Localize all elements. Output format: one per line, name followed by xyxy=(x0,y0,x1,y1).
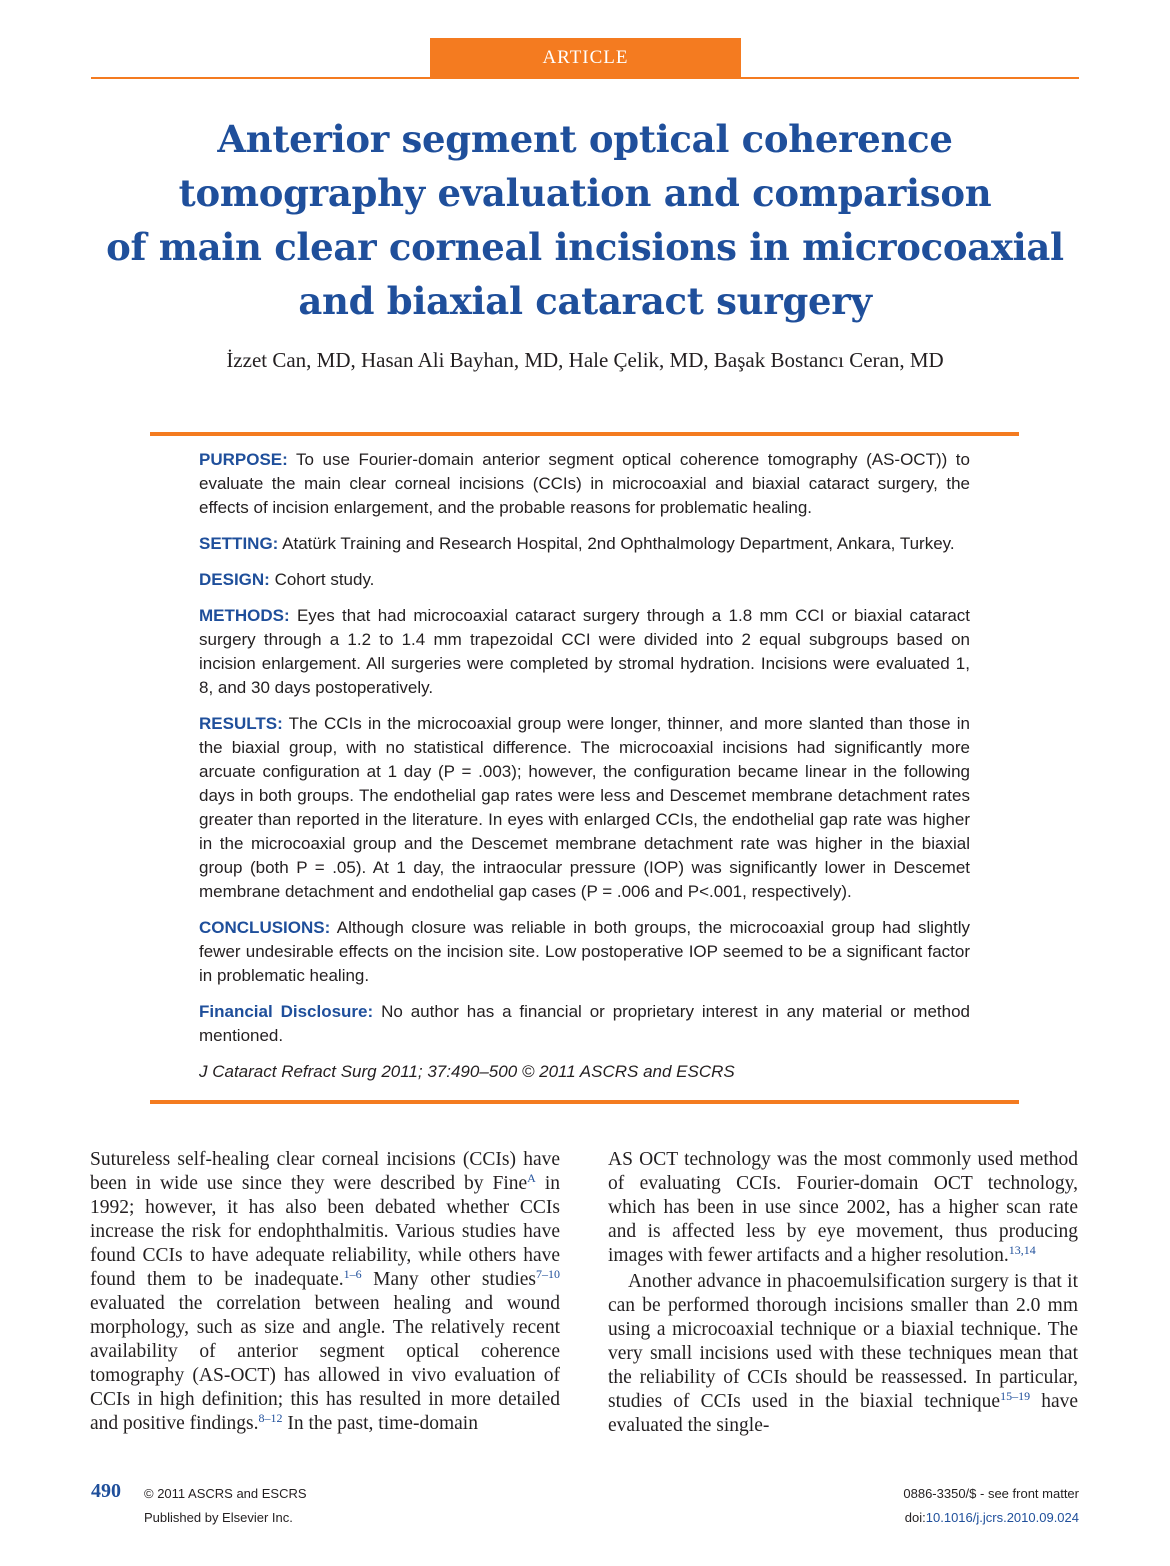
body-text: evaluated the correlation between healing and wound morphology, such as size and angle. The relatively recent availability of anterior segment optical coherence tomography (AS-OCT) has allowed in vivo evaluation of CCIs in high definition; this has resulted in more detailed and positive findings. xyxy=(90,1293,560,1434)
body-paragraph xyxy=(608,1270,1078,1438)
title-line: Anterior segment optical coherence xyxy=(217,117,953,161)
body-text: Many other studies xyxy=(361,1269,536,1290)
abstract-label: Financial Disclosure: xyxy=(199,1002,374,1021)
abstract-label: SETTING: xyxy=(199,534,279,553)
section-label: ARTICLE xyxy=(430,38,741,78)
title-line: tomography evaluation and comparison xyxy=(178,171,992,215)
body-text: Another advance in phacoemulsification surgery is that it can be performed thorough incisions smaller than 2.0 mm using a microcoaxial technique or a biaxial technique. The very small incisions used with these techniques mean that the reliability of CCIs should be reassessed. In particular, studies of CCIs used in the biaxial technique xyxy=(608,1271,1078,1412)
author-list: İzzet Can, MD, Hasan Ali Bayhan, MD, Hale Çelik, MD, Başak Bostancı Ceran, MD xyxy=(226,348,944,372)
reference-link[interactable]: A xyxy=(527,1171,536,1185)
footer-issn: 0886-3350/$ - see front matter xyxy=(903,1486,1079,1501)
doi-prefix: doi: xyxy=(904,1510,926,1525)
reference-link[interactable]: 15–19 xyxy=(1000,1389,1031,1403)
abstract-text: Although closure was reliable in both groups, the microcoaxial group had slightly fewer undesirable effects on the incision site. Low postoperative IOP seemed to be a significant factor in problematic healing. xyxy=(199,918,970,985)
abstract-design xyxy=(199,568,970,592)
abstract-text: No author has a financial or proprietary interest in any material or method mentioned. xyxy=(199,1002,970,1045)
abstract xyxy=(199,448,970,1096)
body-text: in 1992; however, it has also been debated whether CCIs increase the risk for endophthalmitis. Various studies have found CCIs to have adequate reliability, while others have found them to be inadequate. xyxy=(90,1173,560,1290)
abstract-top-rule xyxy=(150,432,1019,436)
abstract-label: METHODS: xyxy=(199,606,290,625)
abstract-label: RESULTS: xyxy=(199,714,283,733)
body-text: AS OCT technology was the most commonly used method of evaluating CCIs. Fourier-domain OCT technology, which has been in use since 2002, has a higher scan rate and is affected less by eye movement, thus producing images with fewer artifacts and a higher resolution. xyxy=(608,1149,1078,1266)
reference-link[interactable]: 7–10 xyxy=(536,1267,560,1281)
title-line: and biaxial cataract surgery xyxy=(298,279,872,323)
abstract-label: CONCLUSIONS: xyxy=(199,918,331,937)
footer-copyright: © 2011 ASCRS and ESCRS xyxy=(144,1486,307,1501)
title-line: of main clear corneal incisions in microcoaxial xyxy=(106,225,1064,269)
abstract-disclosure xyxy=(199,1000,970,1048)
abstract-label: PURPOSE: xyxy=(199,450,288,469)
reference-link[interactable]: 8–12 xyxy=(258,1411,283,1425)
abstract-setting xyxy=(199,532,970,556)
abstract-label: DESIGN: xyxy=(199,570,270,589)
body-paragraph xyxy=(608,1148,1078,1268)
doi-link[interactable]: 10.1016/j.jcrs.2010.09.024 xyxy=(925,1510,1079,1525)
abstract-text: Cohort study. xyxy=(269,570,375,589)
abstract-text: Atatürk Training and Research Hospital, 2nd Ophthalmology Department, Ankara, Turkey. xyxy=(278,534,955,553)
abstract-text: Eyes that had microcoaxial cataract surgery through a 1.8 mm CCI or biaxial cataract surgery through a 1.2 to 1.4 mm trapezoidal CCI were divided into 2 equal subgroups based on incision enlargement. All surgeries were completed by stromal hydration. Incisions were evaluated 1, 8, and 30 days postoperatively. xyxy=(199,606,970,697)
reference-link[interactable]: 13,14 xyxy=(1008,1243,1036,1257)
body-column-right xyxy=(608,1148,1078,1438)
abstract-methods xyxy=(199,604,970,700)
body-column-left xyxy=(90,1148,560,1436)
body-paragraph xyxy=(90,1148,560,1436)
abstract-bottom-rule xyxy=(150,1100,1019,1104)
body-text: In the past, time-domain xyxy=(282,1413,478,1434)
body-text: Sutureless self-healing clear corneal incisions (CCIs) have been in wide use since they were described by Fine xyxy=(90,1149,560,1194)
abstract-text: The CCIs in the microcoaxial group were longer, thinner, and more slanted than those in the biaxial group, with no statistical difference. The microcoaxial incisions had significantly more arcuate configuration at 1 day (P = .003); however, the configuration became linear in the following days in both groups. The endothelial gap rates were less and Descemet membrane detachment rates greater than reported in the literature. In eyes with enlarged CCIs, the endothelial gap rate was higher in the microcoaxial group and the Descemet membrane detachment rate was higher in the biaxial group (both P = .05). At 1 day, the intraocular pressure (IOP) was significantly lower in Descemet membrane detachment and endothelial gap cases (P = .006 and P<.001, respectively). xyxy=(199,714,970,901)
abstract-results xyxy=(199,712,970,904)
abstract-purpose xyxy=(199,448,970,520)
abstract-conclusions xyxy=(199,916,970,988)
abstract-text: To use Fourier-domain anterior segment optical coherence tomography (AS-OCT)) to evaluate the main clear corneal incisions (CCIs) in microcoaxial and biaxial cataract surgery, the effects of incision enlargement, and the probable reasons for problematic healing. xyxy=(199,450,970,517)
footer-publisher: Published by Elsevier Inc. xyxy=(144,1510,293,1525)
page-number: 490 xyxy=(91,1480,121,1502)
reference-link[interactable]: 1–6 xyxy=(343,1267,362,1281)
body-text: have evaluated the single- xyxy=(608,1391,1079,1436)
journal-citation: J Cataract Refract Surg 2011; 37:490–500 © 2011 ASCRS and ESCRS xyxy=(199,1062,735,1081)
footer-doi xyxy=(905,1510,1079,1525)
article-title xyxy=(91,112,1079,328)
